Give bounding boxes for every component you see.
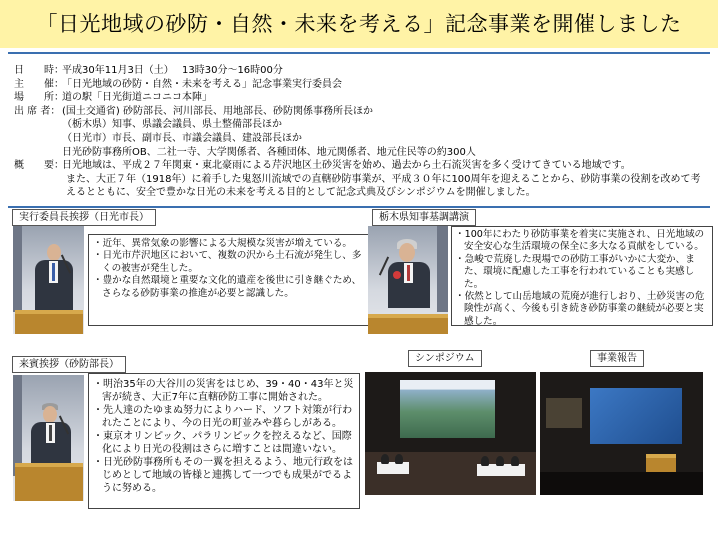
projection-screen [400, 380, 495, 438]
date-value: 平成30年11月3日（土） 13時30分～16時00分 [62, 65, 283, 76]
speaker-head [43, 406, 57, 423]
attendees-line: （日光市）市長、副市長、市議会議員、建設部長ほか [62, 132, 302, 144]
summary-line: 日光地域は、平成２７年関東・東北豪雨による芹沢地区土砂災害を始め、過去から土石流災害を多く受けてきている地域です。 [62, 160, 631, 172]
panelist [496, 456, 504, 466]
panelist [395, 454, 403, 464]
podium [368, 314, 448, 334]
date-row [14, 64, 709, 78]
rosette-icon [393, 271, 401, 279]
panelist [481, 456, 489, 466]
curtain [437, 226, 448, 312]
governor-caption: 栃木県知事基調講演 [372, 209, 476, 226]
guest-caption: 来賓挨拶（砂防部長） [12, 356, 126, 373]
governor-photo [368, 226, 448, 334]
attendees-line: 日光砂防事務所OB、二社一寺、大学関係者、各種団体、地元関係者、地元住民等の約300人 [62, 146, 476, 158]
summary-line: また、大正７年（1918年）に着手した鬼怒川流域での直轄砂防事業が、平成３０年に100周年を迎えることから、砂防事業の役割を改めて考えるとともに、安全で豊かな日光の未来を考える目的として記念式典及びシンポジウムを開催しました。 [66, 173, 701, 199]
organizer-row [14, 78, 709, 92]
guest-point: ・明治35年の大谷川の災害をはじめ、39・40・43年と災害が続き、大正7年に直轄砂防工事に開始された。 [93, 379, 354, 403]
podium [15, 310, 83, 334]
report-caption: 事業報告 [590, 350, 644, 367]
guest-photo [13, 375, 84, 501]
symposium-caption: シンポジウム [408, 350, 482, 367]
panelist [381, 454, 389, 464]
panelist [511, 456, 519, 466]
report-photo [540, 372, 703, 495]
attendees-row [14, 105, 709, 119]
speaker-head [47, 244, 61, 261]
governor-points-box [451, 226, 713, 326]
guest-point: ・東京オリンピック、パラリンピックを控えるなど、国際化により日光の役割はさらに増すことは間違いない。 [93, 431, 352, 455]
banner [546, 398, 582, 428]
summary-row [14, 159, 709, 173]
organizer-value: 「日光地域の砂防・自然・未来を考える」記念事業実行委員会 [62, 78, 342, 90]
page-title: 「日光地域の砂防・自然・未来を考える」記念事業を開催しました [0, 0, 718, 48]
section-divider [8, 206, 710, 208]
governor-point: ・急峻で荒廃した現場での砂防工事がいかに大変か、また、環境に配慮した工事を行われていることも実感した。 [455, 253, 695, 290]
speaker-head [399, 243, 415, 262]
venue-label: 場 所： [14, 92, 64, 104]
organizer-label: 主 催： [14, 78, 64, 90]
venue-row [14, 91, 709, 105]
chair-point: ・豊かな自然環境と重要な文化的遺産を後世に引き継ぐため、さらなる砂防事業の推進が必要と認識した。 [93, 275, 362, 299]
chair-points-box [88, 234, 372, 326]
date-label: 日 時： [14, 65, 64, 76]
guest-point: ・日光砂防事務所もその一翼を担えるよう、地元行政をはじめとして地域の皆様と連携して一つでも成果がでるように努める。 [93, 457, 353, 494]
guest-point: ・先人達のたゆまぬ努力によりハード、ソフト対策が行われたことにより、今の日光の町並みや暮らしがある。 [93, 405, 353, 429]
attendees-label: 出 席 者： [14, 105, 61, 117]
guest-points-box [88, 373, 360, 509]
governor-point: ・100年にわたり砂防事業を着実に実施され、日光地域の安全安心な生活環境の保全に多大なる貢献をしている。 [455, 229, 705, 253]
speaker-tie [407, 265, 410, 281]
venue-value: 道の駅「日光街道ニコニコ本陣」 [62, 92, 212, 104]
event-info [14, 64, 709, 200]
attendees-line: (国土交通省) 砂防部長、河川部長、用地部長、砂防関係事務所長ほか [62, 105, 373, 117]
projection-screen [590, 388, 682, 444]
speaker-tie [52, 263, 55, 281]
chair-point: ・近年、異常気象の影響による大規模な災害が増えている。 [93, 238, 353, 249]
chair-point: ・日光市芹沢地区において、複数の沢から土石流が発生し、多くの被害が発生した。 [93, 250, 362, 274]
podium [15, 463, 83, 501]
title-divider [8, 52, 710, 54]
summary-label: 概 要： [14, 160, 64, 172]
speaker-tie [49, 425, 52, 441]
chair-photo [13, 226, 84, 334]
chair-caption: 実行委員長挨拶（日光市長） [12, 209, 156, 226]
curtain [13, 375, 22, 476]
governor-point: ・依然として山岳地域の荒廃が進行しおり、土砂災害の危険性が高く、今後も引き続き砂防事業の継続が必要と実感した。 [455, 291, 705, 327]
audience [540, 472, 703, 495]
attendees-line: （栃木県）知事、県議会議員、県土整備部長ほか [62, 119, 282, 131]
symposium-photo [365, 372, 536, 495]
curtain [13, 226, 22, 312]
